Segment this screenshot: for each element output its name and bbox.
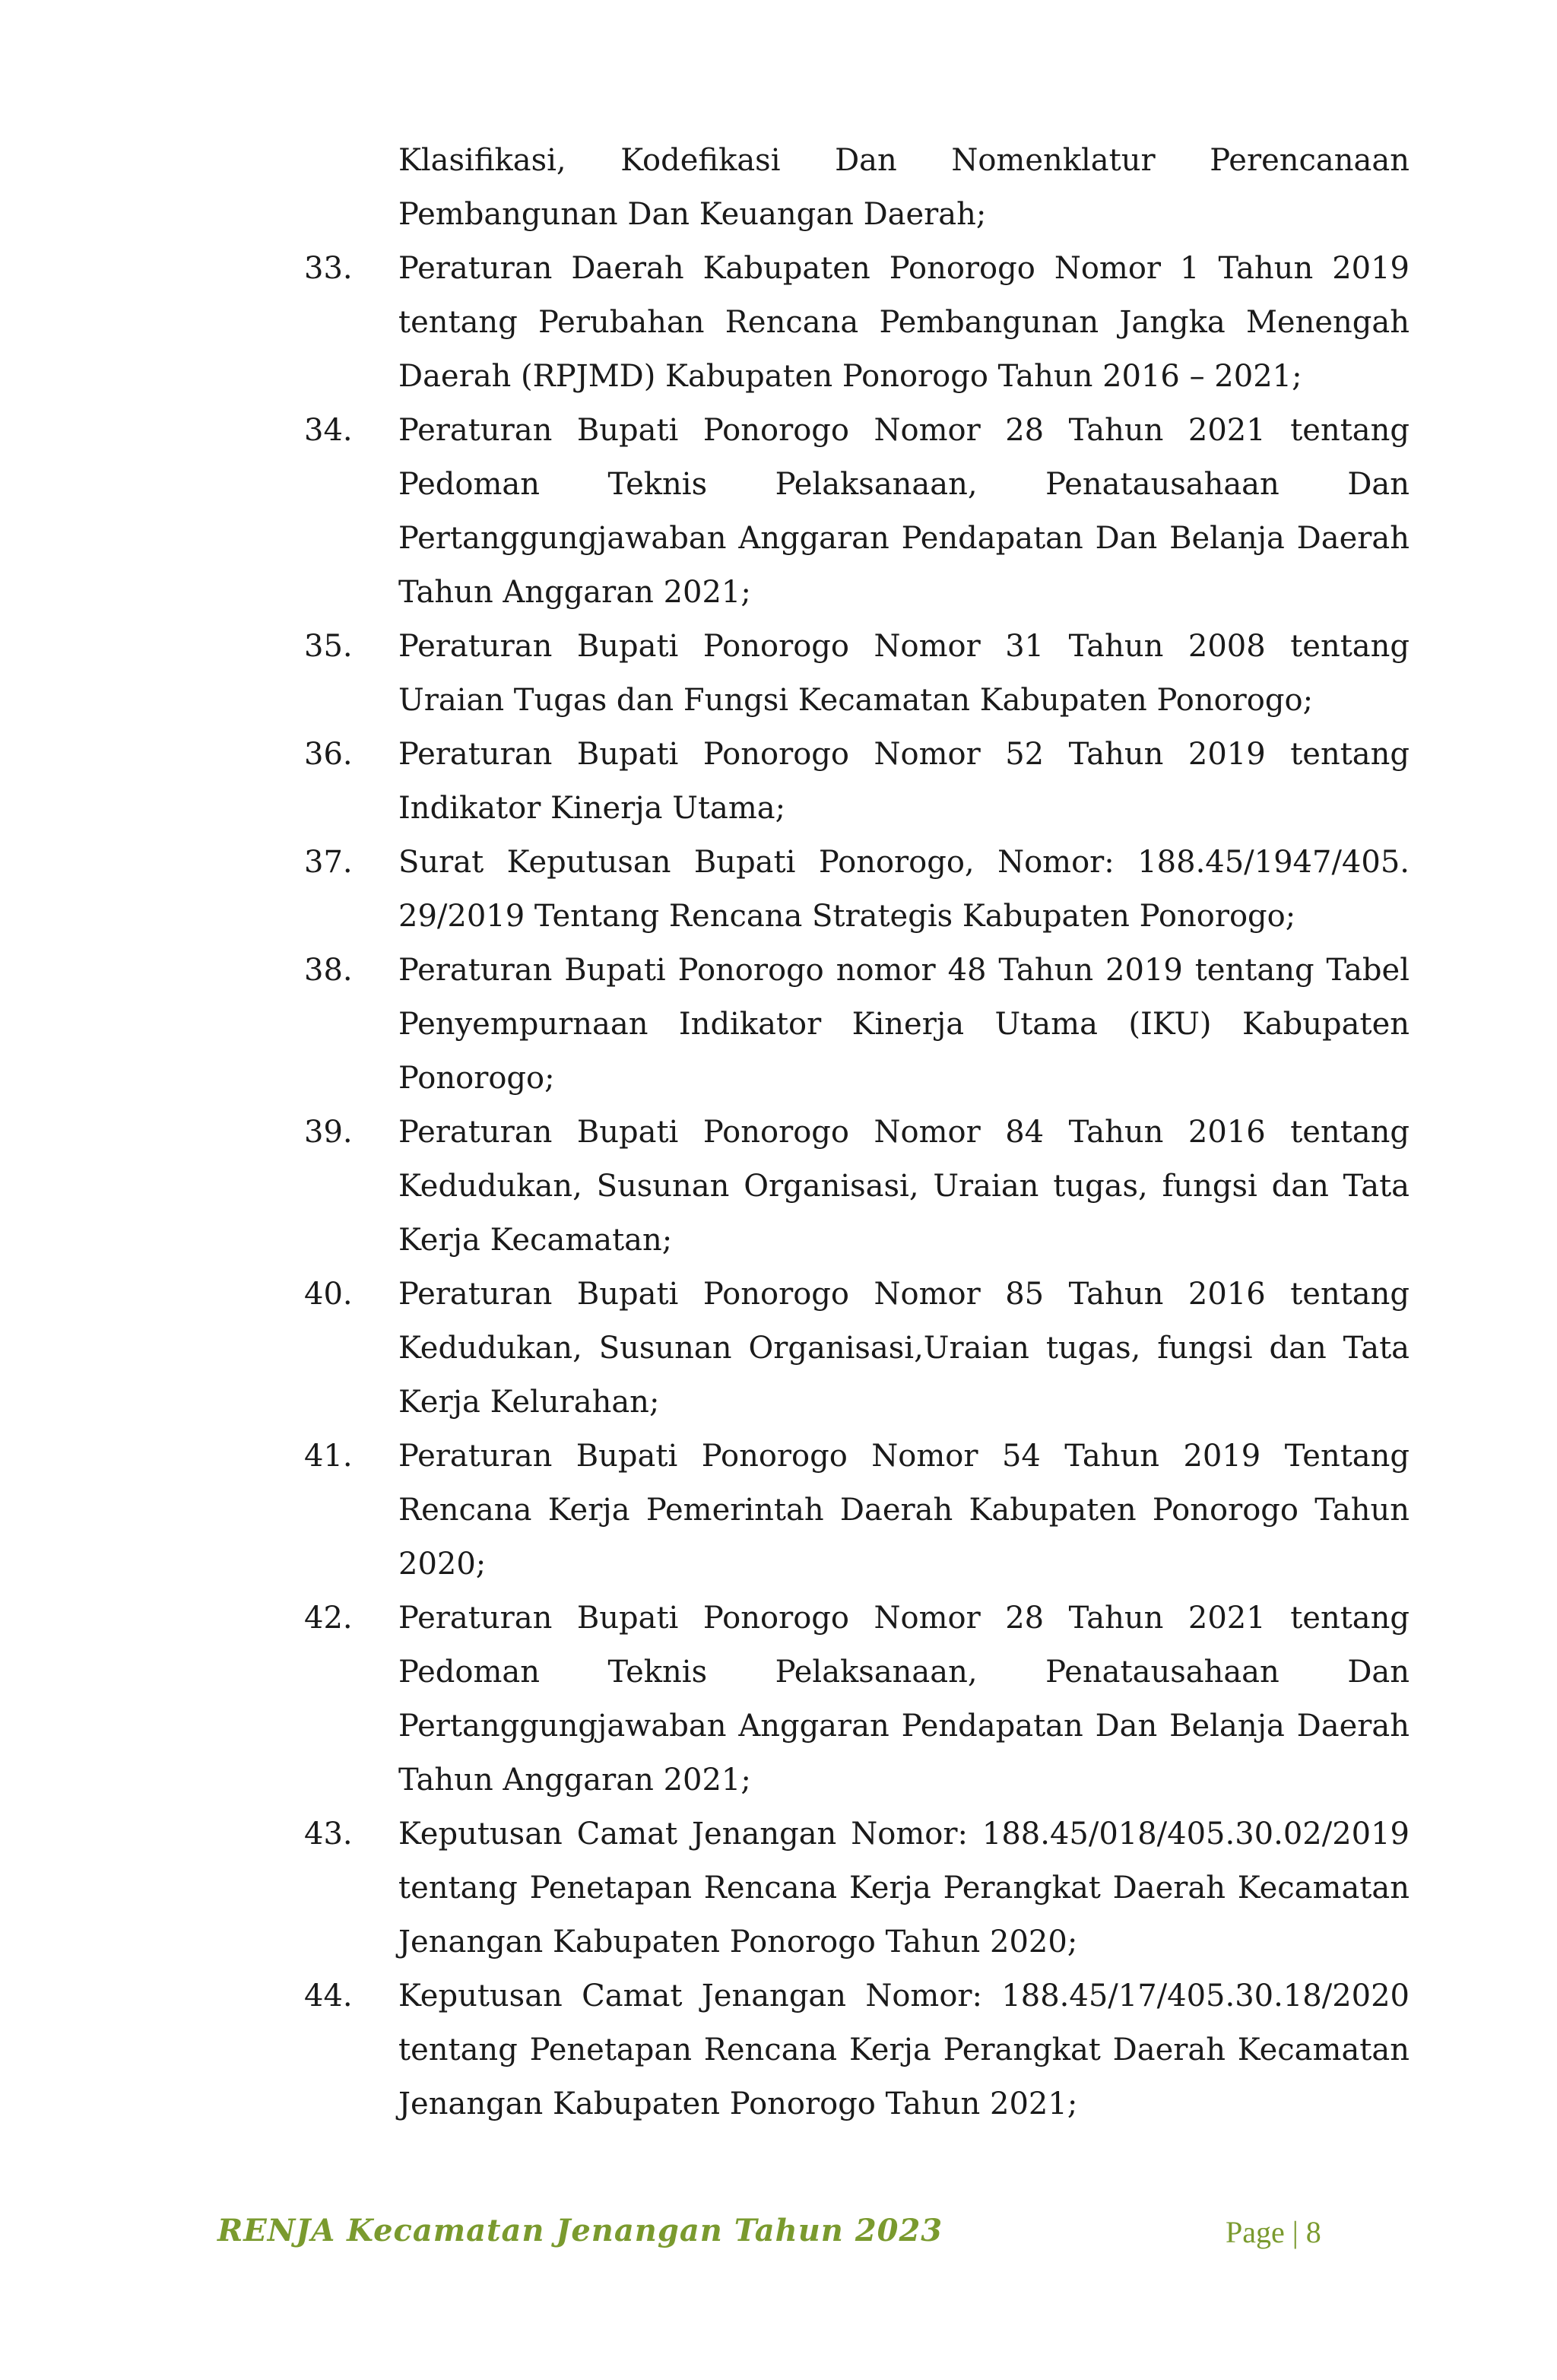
list-item-text: Klasifikasi, Kodefikasi Dan Nomenklatur Perencanaan Pembangunan Dan Keuangan Daerah; — [398, 143, 1410, 232]
list-item-number: 44. — [304, 1979, 353, 2013]
list-item-text: Peraturan Bupati Ponorogo Nomor 85 Tahun 2016 tentang Kedudukan, Susunan Organisasi,Uraian tugas, fungsi dan Tata Kerja Kelurahan; — [398, 1277, 1410, 1420]
list-item-number: 36. — [304, 737, 353, 772]
list-item — [304, 728, 1410, 836]
list-item-text: Keputusan Camat Jenangan Nomor: 188.45/17/405.30.18/2020 tentang Penetapan Rencana Kerja Perangkat Daerah Kecamatan Jenangan Kabupaten Ponorogo Tahun 2021; — [398, 1979, 1410, 2121]
list-item — [304, 1591, 1410, 1807]
list-item-number: 41. — [304, 1439, 353, 1474]
list-item-text: Peraturan Bupati Ponorogo Nomor 54 Tahun 2019 Tentang Rencana Kerja Pemerintah Daerah Kabupaten Ponorogo Tahun 2020; — [398, 1439, 1410, 1582]
list-item — [304, 1268, 1410, 1430]
list-item-number: 35. — [304, 629, 353, 664]
list-item — [304, 404, 1410, 620]
list-item — [304, 944, 1410, 1106]
list-item-text: Peraturan Bupati Ponorogo nomor 48 Tahun 2019 tentang Tabel Penyempurnaan Indikator Kinerja Utama (IKU) Kabupaten Ponorogo; — [398, 953, 1410, 1096]
list-item — [304, 242, 1410, 404]
list-item — [304, 134, 1410, 242]
list-item — [304, 1106, 1410, 1268]
list-item-text: Surat Keputusan Bupati Ponorogo, Nomor: 188.45/1947/405. 29/2019 Tentang Rencana Strategis Kabupaten Ponorogo; — [398, 845, 1410, 934]
list-item-text: Peraturan Bupati Ponorogo Nomor 28 Tahun 2021 tentang Pedoman Teknis Pelaksanaan, Penatausahaan Dan Pertanggungjawaban Anggaran Pendapatan Dan Belanja Daerah Tahun Anggaran 2021; — [398, 413, 1410, 610]
list-item — [304, 620, 1410, 728]
list-item-text: Peraturan Bupati Ponorogo Nomor 84 Tahun 2016 tentang Kedudukan, Susunan Organisasi, Uraian tugas, fungsi dan Tata Kerja Kecamatan; — [398, 1115, 1410, 1258]
list-item — [304, 1969, 1410, 2131]
list-item-text: Peraturan Bupati Ponorogo Nomor 28 Tahun 2021 tentang Pedoman Teknis Pelaksanaan, Penatausahaan Dan Pertanggungjawaban Anggaran Pendapatan Dan Belanja Daerah Tahun Anggaran 2021; — [398, 1601, 1410, 1798]
list-item-number: 38. — [304, 953, 353, 988]
list-item-text: Peraturan Daerah Kabupaten Ponorogo Nomor 1 Tahun 2019 tentang Perubahan Rencana Pembangunan Jangka Menengah Daerah (RPJMD) Kabupaten Ponorogo Tahun 2016 – 2021; — [398, 251, 1410, 394]
regulation-list — [304, 134, 1410, 2131]
page-footer — [0, 2213, 1557, 2266]
list-item-number: 33. — [304, 251, 353, 286]
list-item-text: Peraturan Bupati Ponorogo Nomor 52 Tahun 2019 tentang Indikator Kinerja Utama; — [398, 737, 1410, 826]
list-item — [304, 1807, 1410, 1969]
list-item-number: 42. — [304, 1601, 353, 1636]
list-item — [304, 836, 1410, 944]
list-item-number: 39. — [304, 1115, 353, 1150]
list-item-number: 34. — [304, 413, 353, 448]
list-item-number: 43. — [304, 1817, 353, 1852]
list-item-number: 40. — [304, 1277, 353, 1312]
footer-document-title: RENJA Kecamatan Jenangan Tahun 2023 — [217, 2213, 943, 2248]
list-item — [304, 1430, 1410, 1591]
page-number: Page | 8 — [1226, 2215, 1321, 2249]
list-item-number: 37. — [304, 845, 353, 880]
list-item-text: Keputusan Camat Jenangan Nomor: 188.45/018/405.30.02/2019 tentang Penetapan Rencana Kerja Perangkat Daerah Kecamatan Jenangan Kabupaten Ponorogo Tahun 2020; — [398, 1817, 1410, 1960]
list-item-text: Peraturan Bupati Ponorogo Nomor 31 Tahun 2008 tentang Uraian Tugas dan Fungsi Kecamatan Kabupaten Ponorogo; — [398, 629, 1410, 718]
